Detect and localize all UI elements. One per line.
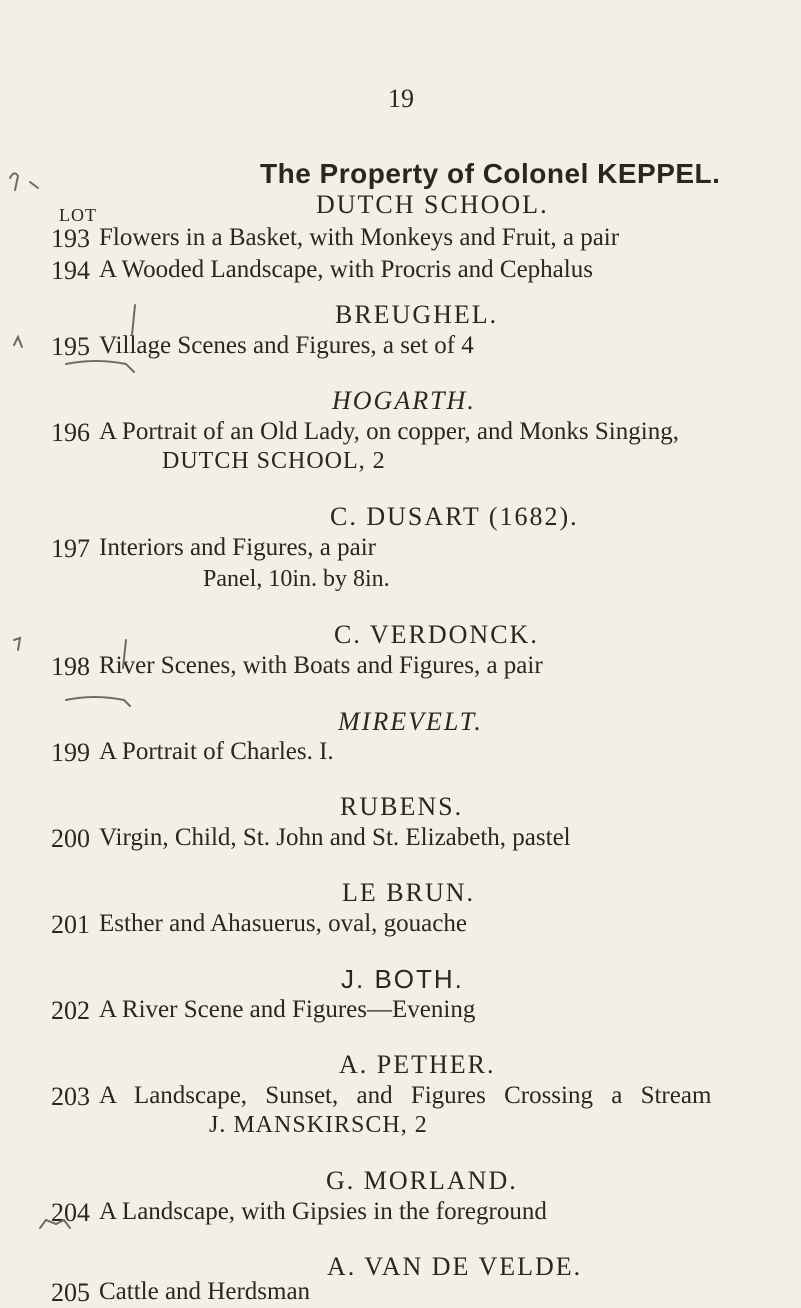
lot-description: Flowers in a Basket, with Monkeys and Fruit, a pair [99,224,620,251]
artist-heading: LE BRUN. [342,878,475,907]
artist-heading: A. VAN DE VELDE. [327,1252,583,1281]
lot-description: A River Scene and Figures—Evening [99,996,476,1023]
lot-number: 196 [51,418,90,447]
artist-heading: BREUGHEL. [335,300,499,329]
pencil-tick [10,173,18,190]
lot-description: A Landscape, Sunset, and Figures Crossing a Stream [99,1082,712,1109]
lot-description: Interiors and Figures, a pair [99,534,377,561]
lot-description: A Landscape, with Gipsies in the foreground [99,1198,547,1225]
lot-continuation: J. MANSKIRSCH, 2 [209,1112,428,1138]
lot-continuation: Panel, 10in. by 8in. [203,566,390,592]
lot-number: 205 [51,1278,90,1307]
page-number: 19 [388,84,414,113]
artist-heading: C. DUSART (1682). [330,502,579,531]
lot-continuation: DUTCH SCHOOL, 2 [162,448,386,474]
artist-heading: A. PETHER. [339,1050,496,1079]
lot-description: Cattle and Herdsman [99,1278,311,1305]
lot-number: 195 [51,332,90,361]
lot-number: 204 [51,1198,90,1227]
lot-number: 197 [51,534,90,563]
lot-description: A Wooded Landscape, with Procris and Cephalus [99,256,593,283]
lot-description: Esther and Ahasuerus, oval, gouache [99,910,467,937]
artist-heading: J. BOTH. [341,964,464,994]
lot-number: 194 [51,256,90,285]
lot-description: River Scenes, with Boats and Figures, a pair [99,652,543,679]
page-heading: The Property of Colonel KEPPEL. [260,158,721,189]
lot-number: 201 [51,910,90,939]
artist-heading: C. VERDONCK. [334,620,539,649]
lot-description: A Portrait of Charles. I. [99,738,334,765]
lot-number: 202 [51,996,90,1025]
lot-description: Village Scenes and Figures, a set of 4 [99,332,474,359]
artist-heading: RUBENS. [340,792,464,821]
lot-description: A Portrait of an Old Lady, on copper, and Monks Singing, [99,418,679,445]
artist-heading: HOGARTH. [332,386,476,415]
lot-number: 193 [51,224,90,253]
lot-number: 198 [51,652,90,681]
lot-number: 199 [51,738,90,767]
lot-description: Virgin, Child, St. John and St. Elizabeth, pastel [99,824,571,851]
pencil-bracket [132,305,135,335]
lot-number: 200 [51,824,90,853]
artist-heading: MIREVELT. [338,707,483,736]
lot-column-label: LOT [59,205,97,225]
artist-heading: DUTCH SCHOOL. [316,190,549,219]
artist-heading: G. MORLAND. [326,1166,518,1195]
lot-number: 203 [51,1082,90,1111]
